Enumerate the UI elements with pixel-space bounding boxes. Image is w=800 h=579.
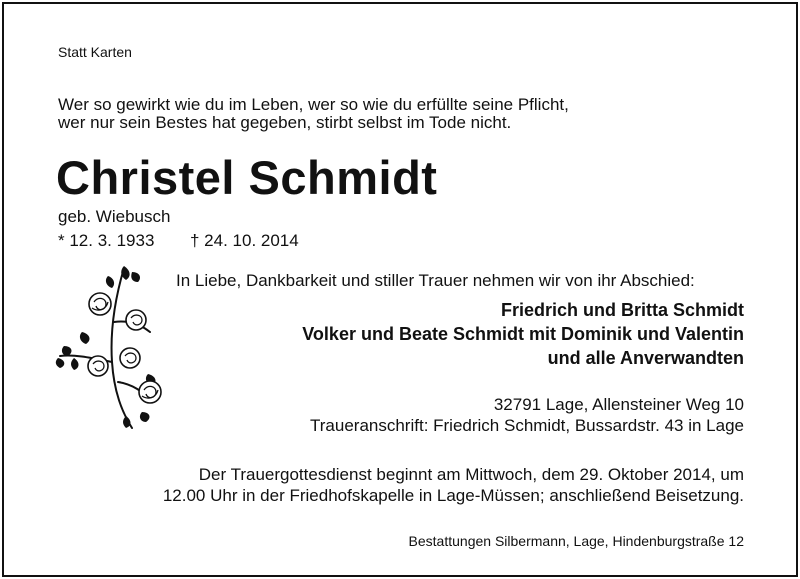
farewell-intro: In Liebe, Dankbarkeit und stiller Trauer nehmen wir von ihr Abschied: — [176, 271, 695, 290]
roses-illustration-icon — [52, 262, 170, 432]
service-info-line-2: 12.00 Uhr in der Friedhofskapelle in Lage-Müssen; anschließend Beisetzung. — [162, 486, 744, 505]
poem-line-1: Wer so gewirkt wie du im Leben, wer so wie du erfüllte seine Pflicht, — [58, 95, 569, 114]
poem-line-2: wer nur sein Bestes hat gegeben, stirbt selbst im Tode nicht. — [58, 113, 512, 132]
maiden-name: geb. Wiebusch — [58, 207, 171, 226]
death-date: † 24. 10. 2014 — [190, 231, 299, 250]
service-info-line-1: Der Trauergottesdienst beginnt am Mittwoch, dem 29. Oktober 2014, um — [198, 465, 744, 484]
deceased-name: Christel Schmidt — [56, 151, 438, 204]
header-text: Statt Karten — [58, 44, 132, 60]
mourner-line-1: Friedrich und Britta Schmidt — [500, 300, 744, 320]
undertaker-info: Bestattungen Silbermann, Lage, Hindenburgstraße 12 — [408, 533, 744, 549]
mourner-line-3: und alle Anverwandten — [547, 348, 744, 368]
mourning-address: Traueranschrift: Friedrich Schmidt, Bussardstr. 43 in Lage — [310, 416, 744, 435]
birth-date: * 12. 3. 1933 — [58, 231, 155, 250]
mourner-line-2: Volker und Beate Schmidt mit Dominik und Valentin — [302, 324, 744, 344]
family-address: 32791 Lage, Allensteiner Weg 10 — [493, 395, 744, 414]
